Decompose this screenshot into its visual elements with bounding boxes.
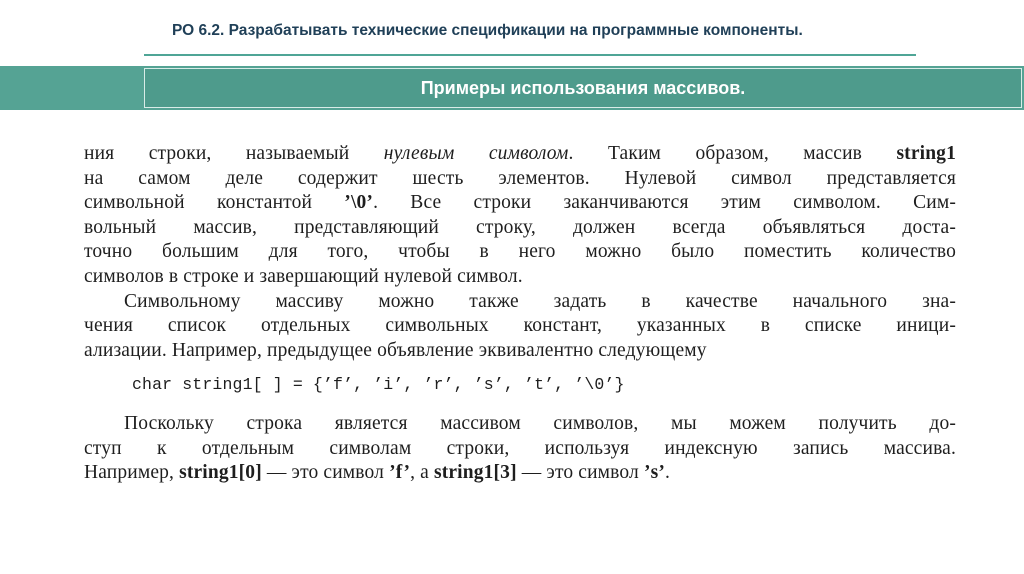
section-banner-inner bbox=[144, 68, 1022, 108]
bold-identifier: string1[3] bbox=[433, 462, 517, 484]
bold-literal: ’s’ bbox=[643, 462, 665, 484]
text-line: точно большим для того, чтобы в него можно было поместить количество bbox=[84, 241, 956, 263]
book-page-text bbox=[84, 142, 956, 486]
text-line: символов в строке и завершающий нулевой символ. bbox=[84, 265, 523, 287]
text-span: — это символ bbox=[261, 462, 390, 484]
text-span: . bbox=[664, 462, 671, 484]
bold-literal: ’\0’ bbox=[344, 192, 374, 214]
text-line: чения список отдельных символьных констант, указанных в списке иници- bbox=[84, 315, 956, 337]
section-title: Примеры использования массивов. bbox=[420, 77, 746, 98]
header-divider bbox=[144, 54, 916, 56]
text-line: ступ к отдельным символам строки, используя индексную запись массива. bbox=[84, 437, 956, 459]
text-line: ализации. Например, предыдущее объявление эквивалентно следующему bbox=[84, 339, 707, 361]
text-line bbox=[84, 461, 956, 486]
text-span: — это символ bbox=[516, 462, 644, 484]
text-span: ния строки, называемый bbox=[84, 143, 384, 164]
slide-header-title: РО 6.2. Разрабатывать технические спецификации на программные компоненты. bbox=[172, 22, 803, 39]
italic-term: нулевым символом bbox=[383, 143, 569, 164]
text-line: вольный массив, представляющий строку, должен всегда объявляться доста- bbox=[84, 216, 956, 238]
section-banner bbox=[0, 66, 1024, 110]
text-line bbox=[84, 191, 956, 216]
text-line: Символьному массиву можно также задать в качестве начального зна- bbox=[124, 290, 956, 312]
text-line bbox=[84, 142, 956, 167]
text-span: . Все строки заканчиваются этим символом. Сим- bbox=[373, 192, 957, 214]
code-example: char string1[ ] = {’f’, ’i’, ’r’, ’s’, ’t’, ’\0’} bbox=[132, 375, 625, 395]
bold-identifier: string1[0] bbox=[179, 462, 262, 484]
text-line: Поскольку строка является массивом символов, мы можем получить до- bbox=[124, 412, 956, 434]
text-span: Например, bbox=[84, 462, 180, 484]
text-span: . Таким образом, массив bbox=[568, 143, 897, 164]
text-span: символьной константой bbox=[84, 192, 345, 214]
text-span: , а bbox=[410, 462, 434, 484]
text-line: на самом деле содержит шесть элементов. Нулевой символ представляется bbox=[84, 167, 956, 189]
bold-literal: ’f’ bbox=[389, 462, 411, 484]
bold-identifier: string1 bbox=[896, 143, 956, 164]
